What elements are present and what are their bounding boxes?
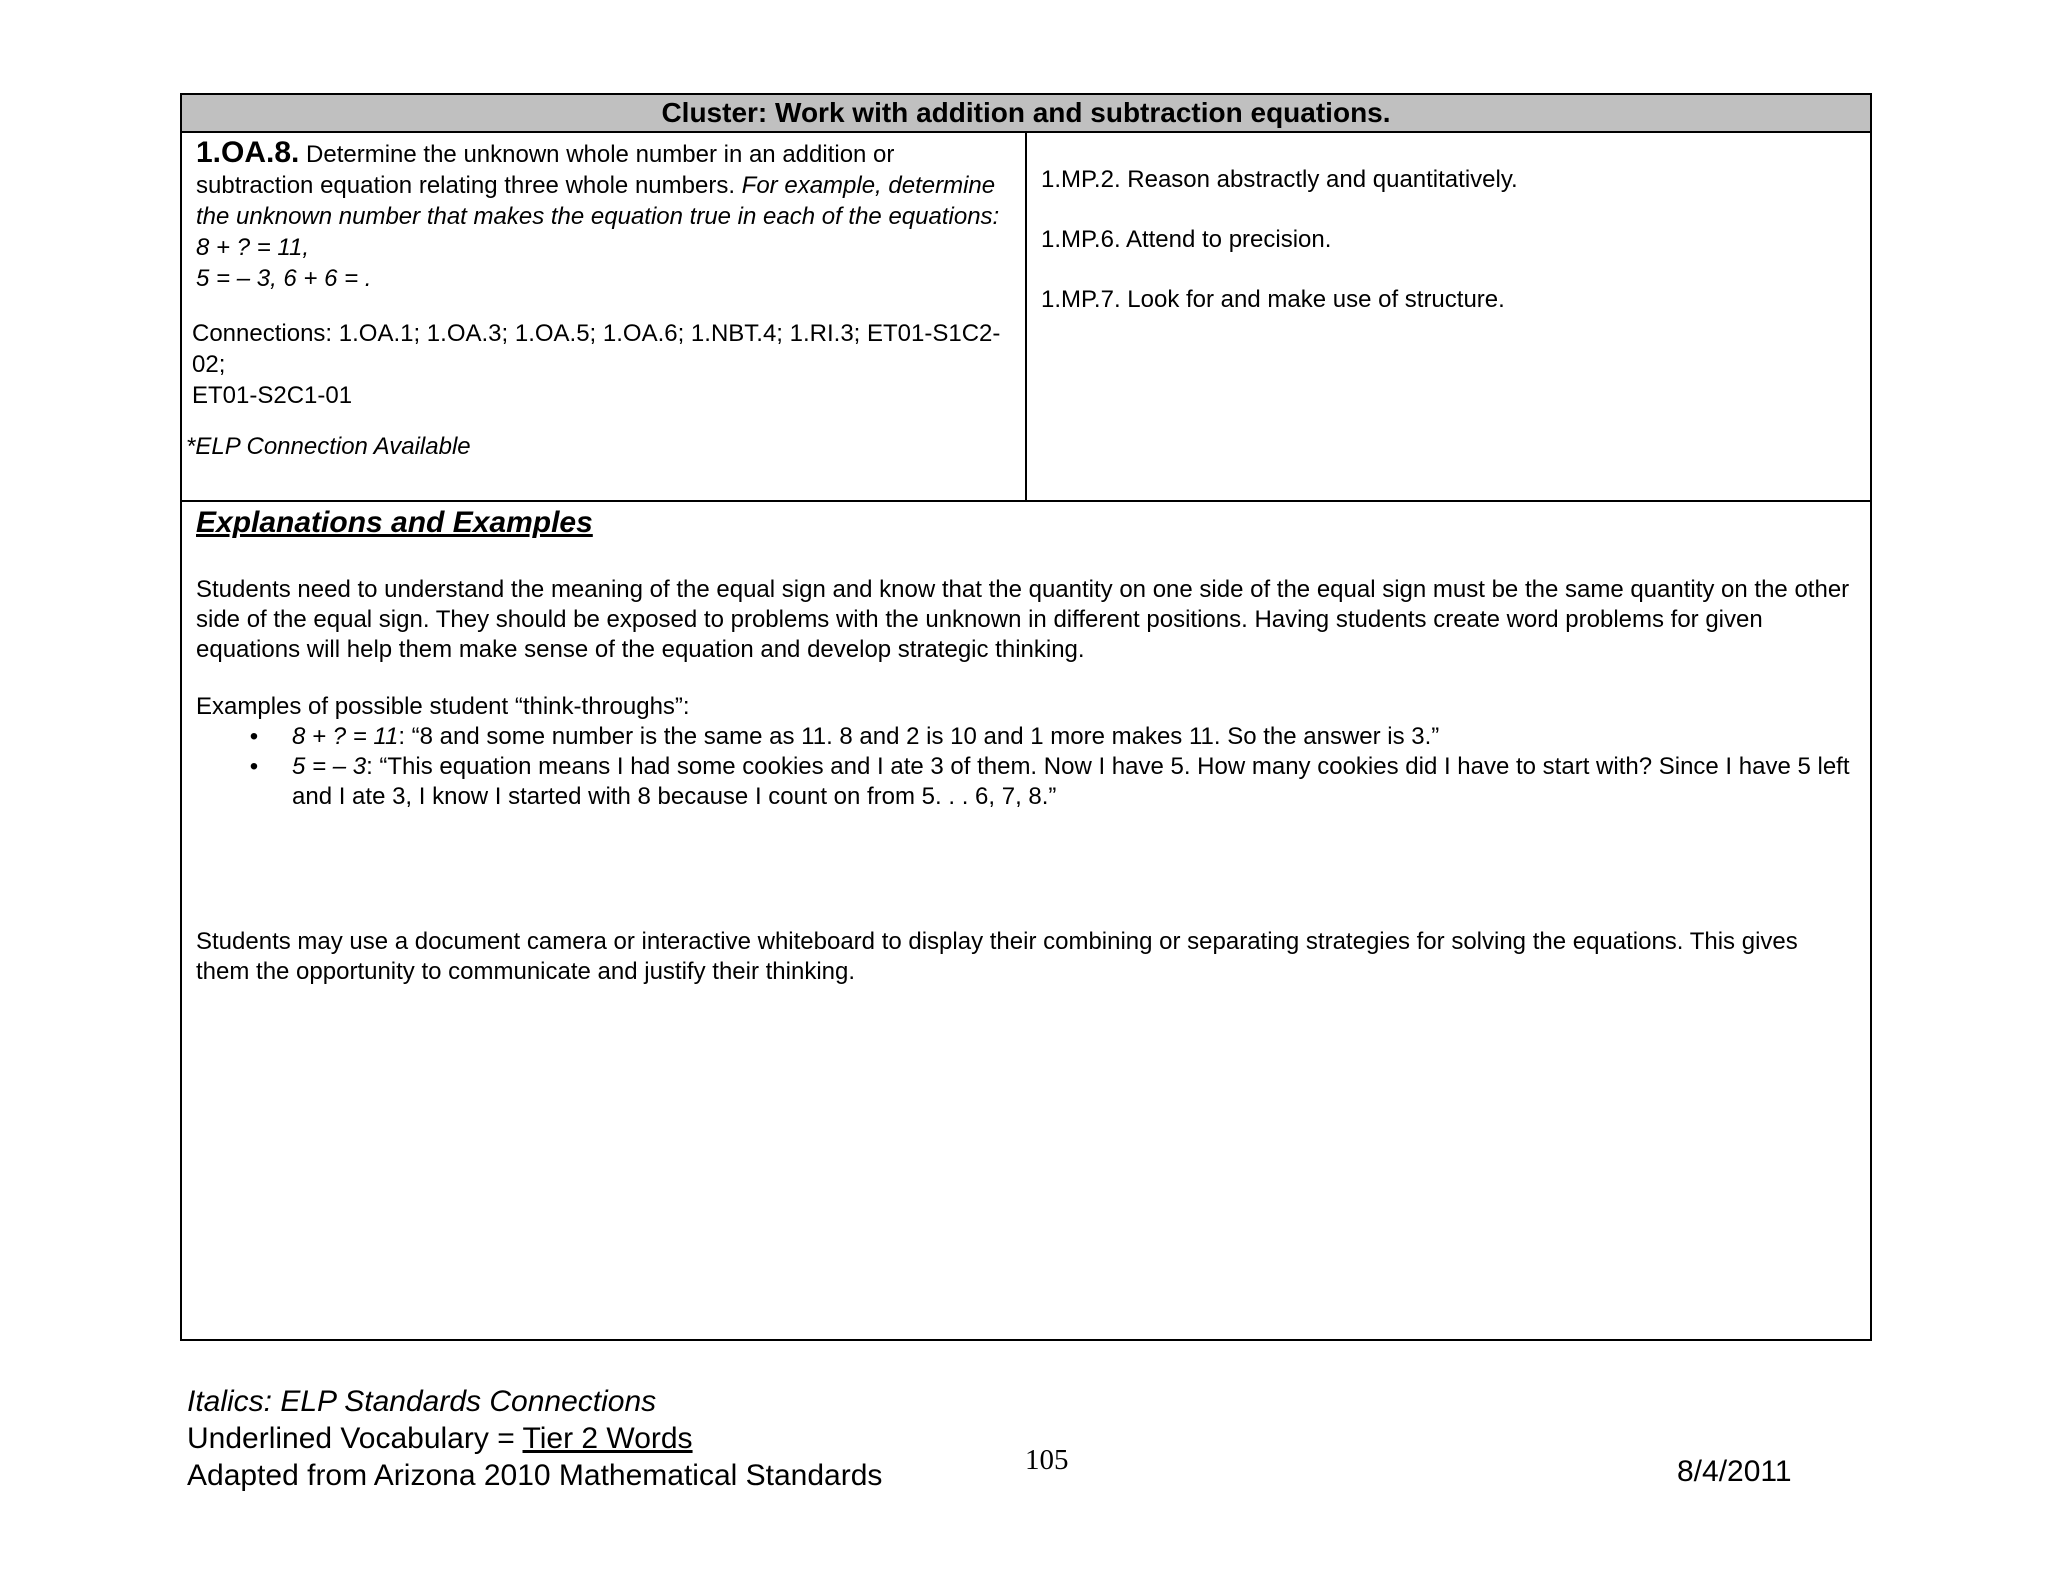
connections-line2: ET01-S2C1-01 <box>192 382 353 409</box>
explanation-paragraph: Students may use a document camera or interactive whiteboard to display their combining or separating strategies for solving the equations. This gives them the opportunity to communicate and justify their thinking. <box>196 928 1798 985</box>
standard-cell <box>182 133 1027 500</box>
list-item <box>249 752 1856 812</box>
example-equation: 8 + ? = 11 <box>292 723 399 750</box>
standards-table <box>180 93 1872 1341</box>
example-equation: 5 = – 3 <box>292 753 367 780</box>
explanations-cell <box>182 502 1870 1339</box>
elp-note: *ELP Connection Available <box>186 433 471 460</box>
cluster-header: Cluster: Work with addition and subtraction equations. <box>182 95 1870 133</box>
connections-line1: Connections: 1.OA.1; 1.OA.3; 1.OA.5; 1.OA.6; 1.NBT.4; 1.RI.3; ET01-S1C2-02; <box>192 320 1001 378</box>
practice-item: 1.MP.2. Reason abstractly and quantitatively. <box>1041 166 1518 193</box>
standard-equations: 5 = – 3, 6 + 6 = . <box>196 265 372 292</box>
footer-legend <box>187 1383 882 1494</box>
footer-date: 8/4/2011 <box>1677 1455 1792 1488</box>
footer-vocab-underlined: Tier 2 Words <box>522 1422 693 1455</box>
standard-row <box>182 133 1870 502</box>
page-number: 105 <box>1025 1444 1069 1476</box>
practice-item: 1.MP.6. Attend to precision. <box>1041 226 1332 253</box>
explanations-title: Explanations and Examples <box>196 506 593 539</box>
examples-list <box>196 722 1856 812</box>
standard-description <box>196 137 1011 294</box>
example-text: : “8 and some number is the same as 11. 8 and 2 is 10 and 1 more makes 11. So the answer is 3.” <box>398 723 1440 750</box>
examples-block <box>196 692 1856 812</box>
standard-code: 1.OA.8. <box>196 136 300 169</box>
explanation-paragraph: Students need to understand the meaning of the equal sign and know that the quantity on one side of the equal sign must be the same quantity on the other side of the equal sign. They should be exposed to problems with the unknown in different positions. Having students create word problems for given equations will help them make sense of the equation and develop strategic thinking. <box>196 576 1850 663</box>
practices-cell <box>1027 133 1870 500</box>
standard-text: Determine the unknown whole number in an addition or subtraction equation relating three whole numbers. <box>196 141 895 199</box>
example-text: : “This equation means I had some cookies and I ate 3 of them. Now I have 5. How many cookies did I have to start with? Since I have 5 left and I ate 3, I know I started with 8 because I count on from 5. . . 6, 7, 8.” <box>292 753 1850 810</box>
footer-vocab-note <box>187 1420 882 1457</box>
footer-vocab-prefix: Underlined Vocabulary = <box>187 1422 523 1455</box>
bullet-icon: • <box>249 753 259 780</box>
practice-item: 1.MP.7. Look for and make use of structure. <box>1041 286 1505 313</box>
footer-italics-note: Italics: ELP Standards Connections <box>187 1385 657 1418</box>
list-item <box>249 722 1856 752</box>
connections <box>192 318 1012 411</box>
footer-source: Adapted from Arizona 2010 Mathematical Standards <box>187 1459 883 1492</box>
bullet-icon: • <box>249 723 259 750</box>
examples-lead: Examples of possible student “think-throughs”: <box>196 693 690 720</box>
standard-example: For example, determine the unknown number that makes the equation true in each of the equations: 8 + ? = 11, <box>196 172 1000 261</box>
